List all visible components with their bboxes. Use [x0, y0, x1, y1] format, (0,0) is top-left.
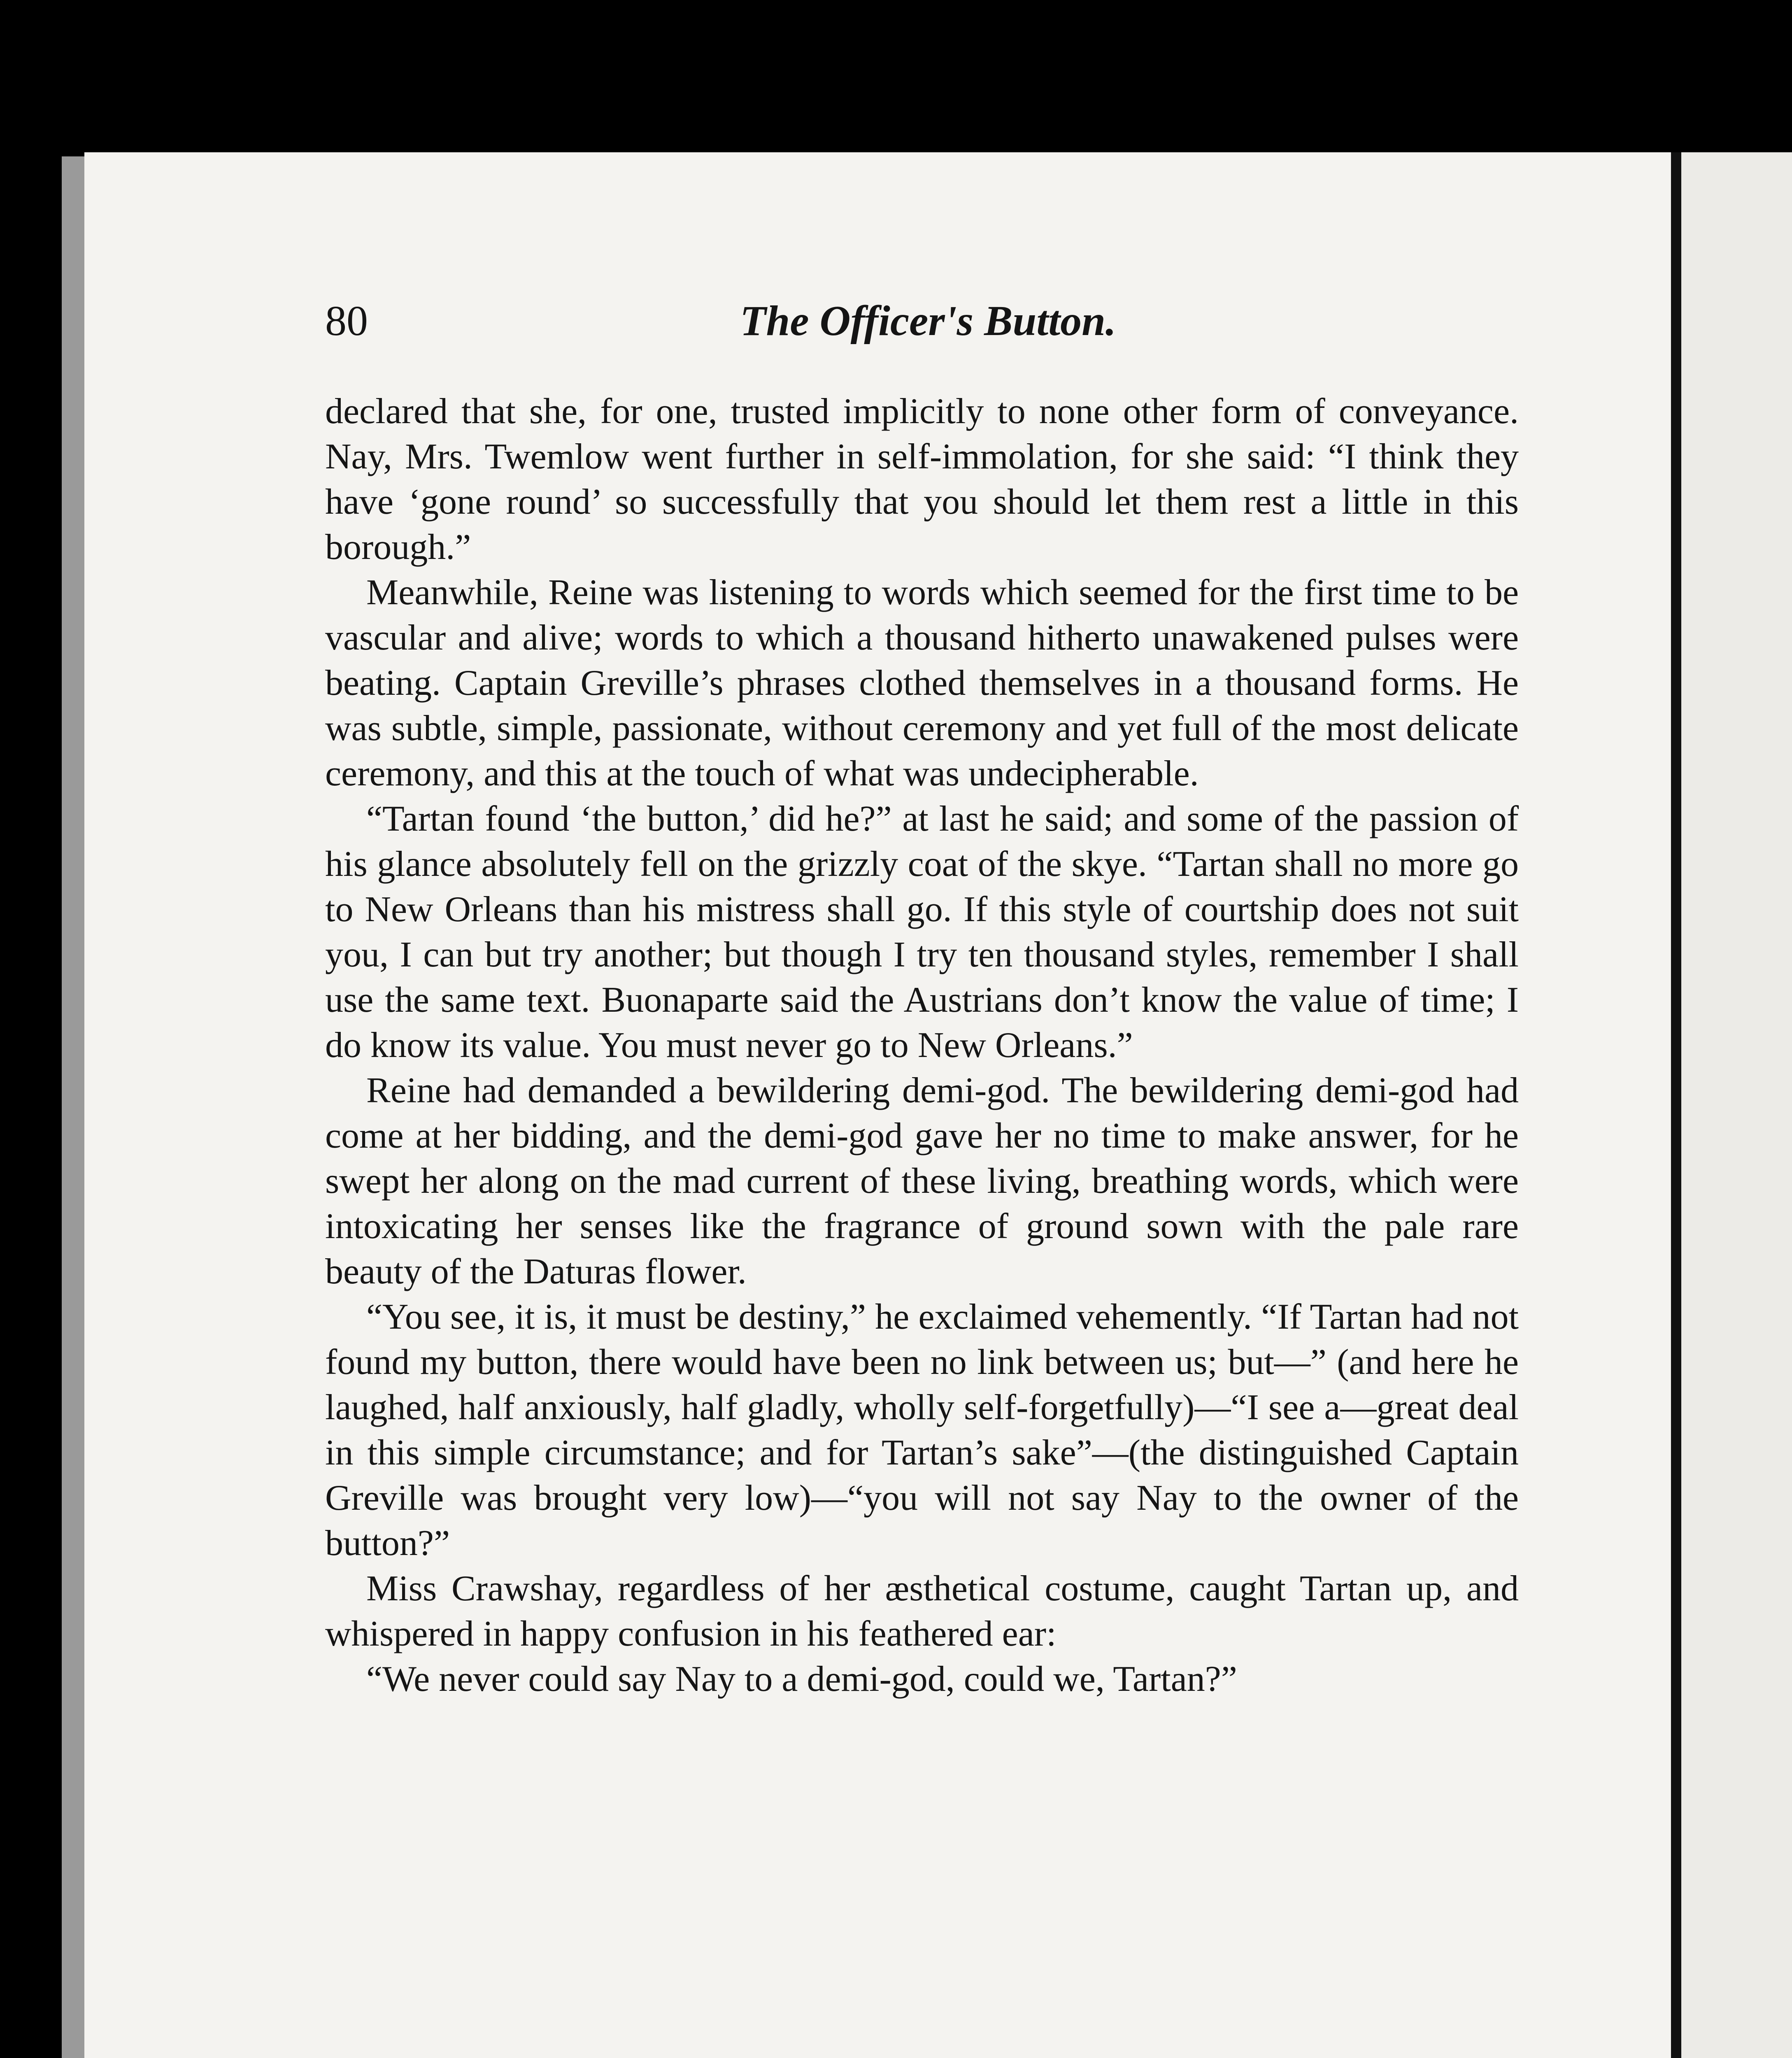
- paragraph-2: Meanwhile, Reine was listening to words which seemed for the first time to be vascular and alive; words to which a thousand hitherto unawakened pulses were beating. Captain Greville’s phrases clothed themselves in a thousand forms. He was subtle, simple, passionate, without ceremony and yet full of the most delicate ceremony, and this at the touch of what was undecipherable.: [325, 573, 1519, 794]
- facing-page-edge: [1681, 152, 1792, 2058]
- paragraph-1: declared that she, for one, trusted implicitly to none other form of conveyance. Nay, Mrs. Twemlow went further in self-immolation, for she said: “I think they have ‘gone round’ so successfully that you should let them rest a little in this borough.”: [325, 391, 1519, 567]
- book-spine: [1671, 152, 1681, 2058]
- paragraph-3: “Tartan found ‘the button,’ did he?” at last he said; and some of the passion of his glance absolutely fell on the grizzly coat of the skye. “Tartan shall no more go to New Orleans than his mistress shall go. If this style of courtship does not suit you, I can but try another; but though I try ten thousand styles, remember I shall use the same text. Buonaparte said the Austrians don’t know the value of time; I do know its value. You must never go to New Orleans.”: [325, 799, 1519, 1065]
- body-text: [325, 389, 1519, 1702]
- paragraph-6: Miss Crawshay, regardless of her æsthetical costume, caught Tartan up, and whispered in happy confusion in his feathered ear:: [325, 1569, 1519, 1654]
- page-left-edge: [62, 156, 86, 2058]
- paragraph-5: “You see, it is, it must be destiny,” he exclaimed vehemently. “If Tartan had not found my button, there would have been no link between us; but—” (and here he laughed, half anxiously, half gladly, wholly self-forgetfully)—“I see a—great deal in this simple circumstance; and for Tartan’s sake”—(the distinguished Captain Greville was brought very low)—“you will not say Nay to the owner of the button?”: [325, 1297, 1519, 1563]
- page-number: 80: [325, 297, 368, 345]
- page-header: [325, 296, 1531, 358]
- running-title: The Officer's Button.: [740, 297, 1116, 345]
- paragraph-4: Reine had demanded a bewildering demi-god. The bewildering demi-god had come at her bidding, and the demi-god gave her no time to make answer, for he swept her along on the mad current of these living, breathing words, which were intoxicating her senses like the fragrance of ground sown with the pale rare beauty of the Daturas flower.: [325, 1071, 1519, 1292]
- paragraph-7: “We never could say Nay to a demi-god, could we, Tartan?”: [366, 1659, 1237, 1699]
